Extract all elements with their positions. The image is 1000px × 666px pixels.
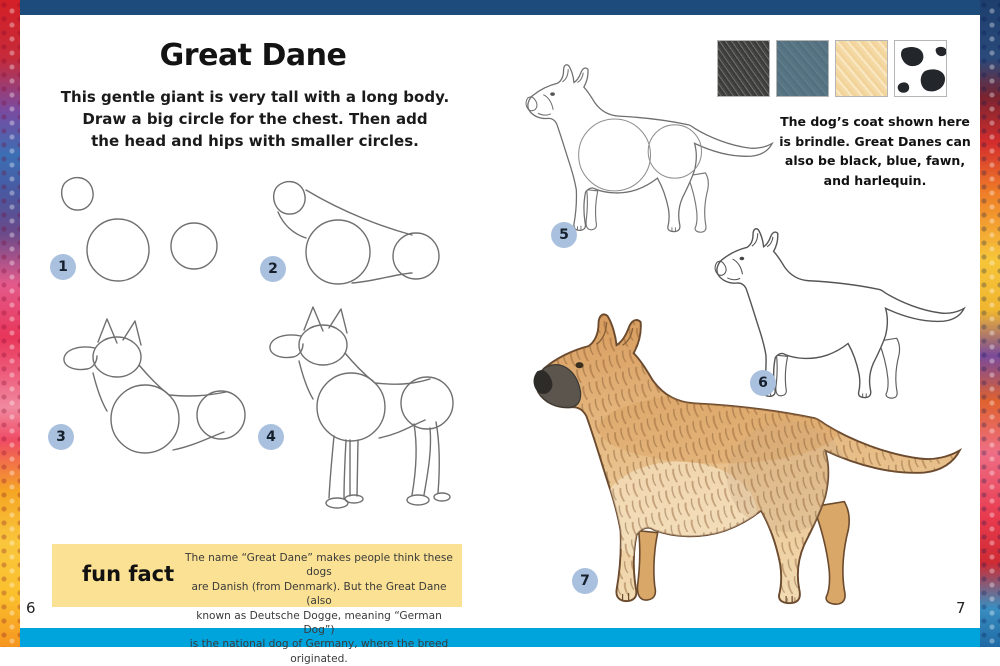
fun-fact-line: are Danish (from Denmark). But the Great Dane (also bbox=[191, 580, 447, 608]
bottom-border-bar bbox=[20, 628, 980, 647]
top-border-bar bbox=[20, 0, 980, 15]
fun-fact-box bbox=[52, 544, 462, 665]
fun-fact-line: known as Deutsche Dogge, meaning “German Dog”) bbox=[196, 609, 442, 637]
step-5-drawing bbox=[523, 60, 778, 236]
coat-note bbox=[778, 112, 972, 190]
step-5-panel bbox=[523, 60, 778, 243]
intro-line: This gentle giant is very tall with a long body. bbox=[60, 88, 450, 106]
step-7-badge: 7 bbox=[572, 568, 598, 594]
coat-note-line: The dog’s coat shown here bbox=[780, 114, 970, 129]
fun-fact-text bbox=[184, 551, 454, 666]
page-number-right: 7 bbox=[956, 599, 966, 617]
page-number-left: 6 bbox=[26, 599, 36, 617]
step-1-panel bbox=[42, 168, 247, 294]
step-2-badge: 2 bbox=[260, 256, 286, 282]
step-7-drawing bbox=[528, 308, 970, 609]
coat-swatch-harlequin bbox=[894, 40, 947, 97]
step-4-badge: 4 bbox=[258, 424, 284, 450]
step-2-panel bbox=[250, 168, 460, 296]
left-page-edge-decoration bbox=[0, 0, 20, 647]
right-page-edge-decoration bbox=[980, 0, 1000, 647]
step-1-badge: 1 bbox=[50, 254, 76, 280]
step-4-panel bbox=[252, 302, 466, 520]
harlequin-spots bbox=[895, 41, 947, 97]
coat-swatch-blue bbox=[776, 40, 829, 97]
coat-note-line: also be black, blue, fawn, bbox=[784, 153, 966, 168]
step-6-badge: 6 bbox=[750, 370, 776, 396]
fun-fact-line: The name “Great Dane” makes people think these dogs bbox=[185, 552, 453, 579]
coat-note-line: is brindle. Great Danes can bbox=[779, 133, 971, 149]
fun-fact-label: fun fact bbox=[82, 562, 175, 586]
step-3-panel bbox=[40, 312, 258, 458]
intro-line: Draw a big circle for the chest. Then add bbox=[82, 110, 428, 128]
step-4-drawing bbox=[252, 302, 466, 520]
step-3-badge: 3 bbox=[48, 424, 74, 450]
intro-line: the head and hips with smaller circles. bbox=[91, 132, 419, 150]
coat-swatch-fawn bbox=[835, 40, 888, 97]
step-5-badge: 5 bbox=[551, 222, 577, 248]
coat-note-line: and harlequin. bbox=[823, 172, 927, 188]
intro-text bbox=[53, 86, 457, 152]
page-title: Great Dane bbox=[159, 38, 347, 73]
step-7-panel bbox=[528, 308, 970, 609]
fun-fact-line: is the national dog of Germany, where the breed originated. bbox=[189, 638, 449, 665]
